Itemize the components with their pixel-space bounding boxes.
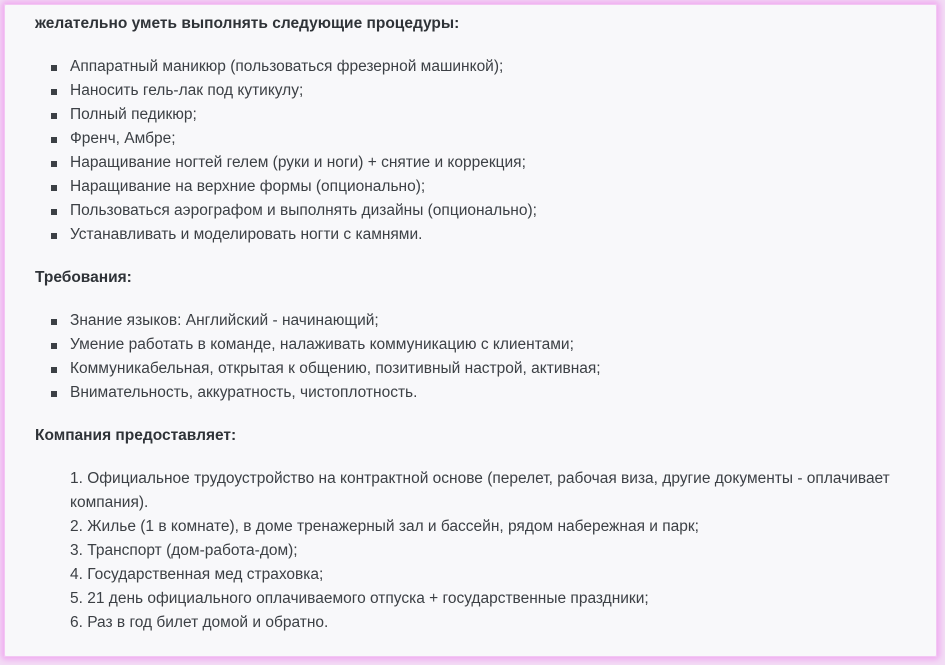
list-item: Умение работать в команде, налаживать коммуникацию с клиентами; [35,333,917,357]
list-item: Коммуникабельная, открытая к общению, позитивный настрой, активная; [35,357,917,381]
procedures-heading: желательно уметь выполнять следующие процедуры: [35,15,460,32]
list-item: Пользоваться аэрографом и выполнять дизайны (опционально); [35,199,917,223]
list-item: Знание языков: Английский - начинающий; [35,309,917,333]
document-frame [4,4,937,657]
list-item: 3. Транспорт (дом-работа-дом); [70,542,298,559]
list-item: 5. 21 день официального оплачиваемого отпуска + государственные праздники; [70,590,649,607]
company-offers-heading: Компания предоставляет: [35,427,237,444]
list-item: Наносить гель-лак под кутикулу; [35,79,917,103]
list-item: Френч, Амбре; [35,127,917,151]
vacancy-description [35,12,917,635]
procedures-list [35,55,917,247]
list-item: Полный педикюр; [35,103,917,127]
list-item: 1. Официальное трудоустройство на контрактной основе (перелет, рабочая виза, другие документы - оплачивает компания). [70,470,890,511]
list-item: 2. Жилье (1 в комнате), в доме тренажерный зал и бассейн, рядом набережная и парк; [70,518,699,535]
list-item: Внимательность, аккуратность, чистоплотность. [35,381,917,405]
requirements-list [35,309,917,405]
list-item: Наращивание ногтей гелем (руки и ноги) + снятие и коррекция; [35,151,917,175]
list-item: Устанавливать и моделировать ногти с камнями. [35,223,917,247]
list-item: Наращивание на верхние формы (опционально); [35,175,917,199]
list-item: 4. Государственная мед страховка; [70,566,324,583]
list-item: 6. Раз в год билет домой и обратно. [70,614,329,631]
requirements-heading: Требования: [35,269,132,286]
company-offers-list [35,467,917,635]
list-item: Аппаратный маникюр (пользоваться фрезерной машинкой); [35,55,917,79]
